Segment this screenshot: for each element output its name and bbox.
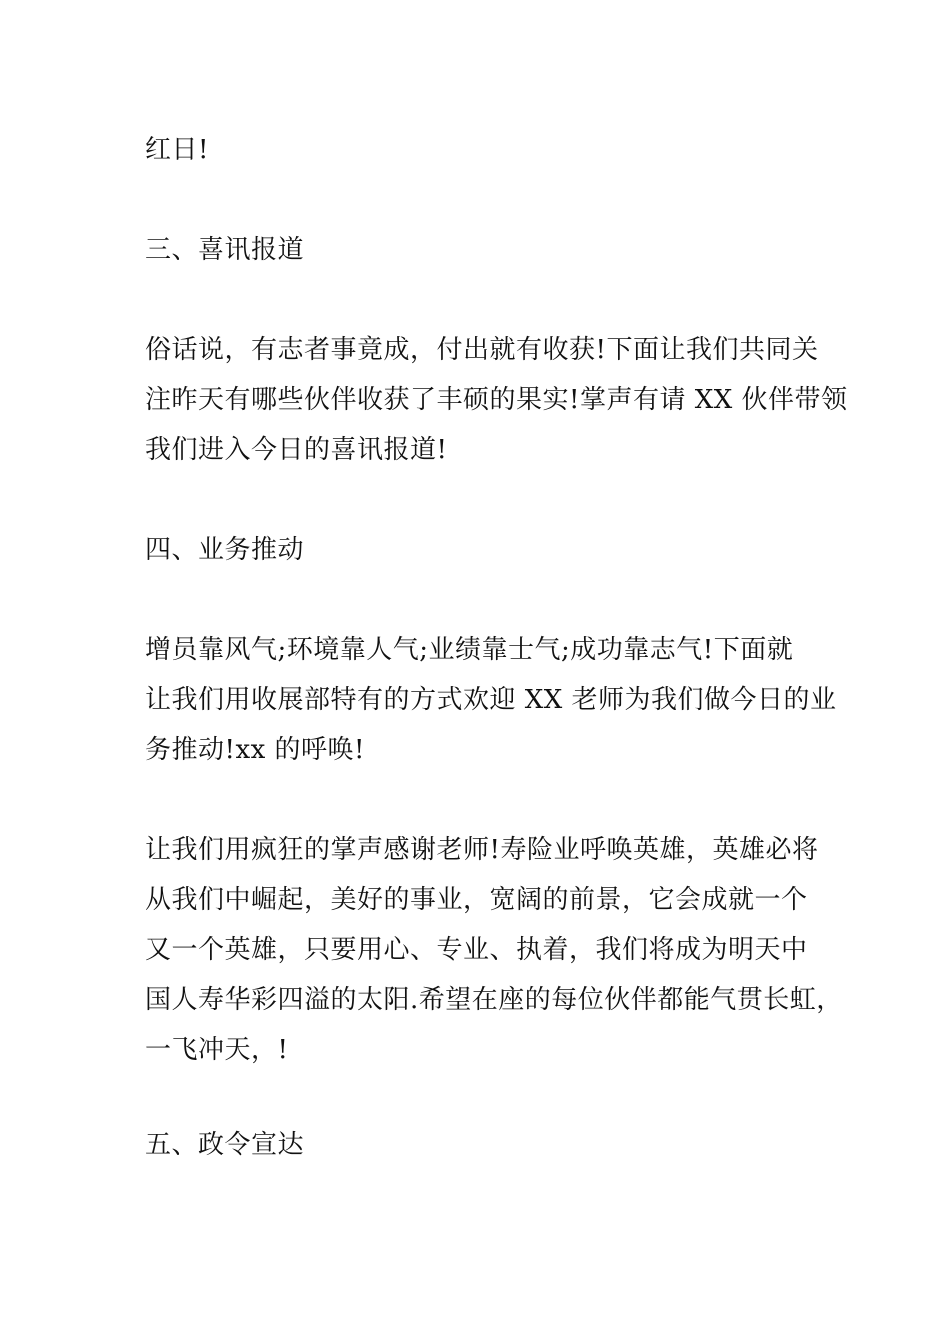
text-line: 增员靠风气;环境靠人气;业绩靠士气;成功靠志气!下面就	[145, 635, 794, 665]
text-line: 俗话说，有志者事竟成，付出就有收获!下面让我们共同关	[145, 335, 819, 365]
section-heading-3	[145, 225, 835, 275]
paragraph-heroes	[145, 825, 843, 1075]
section-heading-5	[145, 1120, 835, 1170]
heading-text: 三、喜讯报道	[145, 235, 305, 265]
text-line: 国人寿华彩四溢的太阳.希望在座的每位伙伴都能气贯长虹，	[145, 985, 843, 1015]
paragraph-closing-line	[145, 125, 835, 175]
section-heading-4	[145, 525, 835, 575]
text-line: 一飞冲天，!	[145, 1035, 289, 1065]
text-line: 又一个英雄，只要用心、专业、执着，我们将成为明天中	[145, 935, 808, 965]
paragraph-business-push	[145, 625, 835, 775]
text-line: 务推动!xx 的呼唤!	[145, 735, 365, 765]
paragraph-good-news	[145, 325, 848, 475]
text-line: 我们进入今日的喜讯报道!	[145, 435, 448, 465]
text-line: 让我们用疯狂的掌声感谢老师!寿险业呼唤英雄，英雄必将	[145, 835, 819, 865]
heading-text: 四、业务推动	[145, 535, 305, 565]
text-line: 从我们中崛起，美好的事业，宽阔的前景，它会成就一个	[145, 885, 808, 915]
heading-text: 五、政令宣达	[145, 1130, 305, 1160]
text-line: 注昨天有哪些伙伴收获了丰硕的果实!掌声有请 XX 伙伴带领	[145, 385, 848, 415]
text-line: 红日!	[145, 135, 209, 165]
text-line: 让我们用收展部特有的方式欢迎 XX 老师为我们做今日的业	[145, 685, 837, 715]
